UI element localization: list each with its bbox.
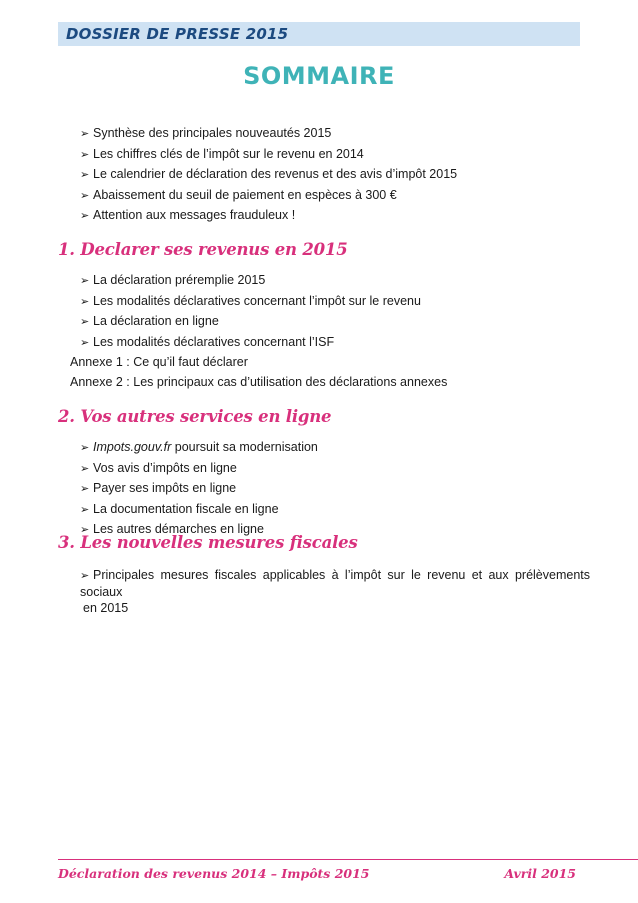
arrow-bullet-icon: ➢ [80, 316, 90, 328]
list-item: ➢ Synthèse des principales nouveautés 2015 [80, 123, 457, 144]
arrow-bullet-icon: ➢ [80, 128, 90, 140]
annex-2: Annexe 2 : Les principaux cas d’utilisation des déclarations annexes [70, 375, 448, 389]
arrow-bullet-icon: ➢ [80, 462, 90, 475]
site-name: Impots.gouv.fr [93, 440, 172, 454]
list-item: ➢ La déclaration préremplie 2015 [80, 270, 421, 291]
arrow-bullet-icon: ➢ [80, 169, 90, 181]
list-item: ➢ Les modalités déclaratives concernant l’impôt sur le revenu [80, 291, 421, 312]
header-label: DOSSIER DE PRESSE 2015 [66, 25, 289, 43]
list-item: ➢ Les autres démarches en ligne [80, 519, 318, 540]
list-item: ➢ Impots.gouv.fr poursuit sa modernisation [80, 437, 318, 458]
arrow-bullet-icon: ➢ [80, 210, 90, 222]
list-item: ➢ Attention aux messages frauduleux ! [80, 205, 457, 226]
arrow-bullet-icon: ➢ [80, 570, 90, 582]
header-band [58, 22, 580, 46]
footer-date: Avril 2015 [504, 866, 576, 881]
list-item: ➢ Principales mesures fiscales applicables à l’impôt sur le revenu et aux prélèvements sociaux en 2015 [80, 568, 590, 615]
arrow-bullet-icon: ➢ [80, 336, 90, 349]
page-title: SOMMAIRE [243, 62, 395, 90]
arrow-bullet-icon: ➢ [80, 148, 90, 161]
section1-list [80, 270, 421, 352]
arrow-bullet-icon: ➢ [80, 524, 90, 536]
arrow-bullet-icon: ➢ [80, 275, 90, 287]
list-item: ➢ Vos avis d’impôts en ligne [80, 458, 318, 479]
arrow-bullet-icon: ➢ [80, 503, 90, 516]
arrow-bullet-icon: ➢ [80, 483, 90, 495]
arrow-bullet-icon: ➢ [80, 189, 90, 202]
footer-left-text: Déclaration des revenus 2014 – Impôts 2015 [58, 866, 370, 881]
section2-list [80, 437, 318, 540]
list-item: ➢ Abaissement du seuil de paiement en espèces à 300 € [80, 185, 457, 206]
section-heading-1: 1. Declarer ses revenus en 2015 [58, 240, 348, 259]
intro-list [80, 123, 457, 226]
list-item: ➢ La documentation fiscale en ligne [80, 499, 318, 520]
arrow-bullet-icon: ➢ [80, 442, 90, 454]
list-item: ➢ Les chiffres clés de l’impôt sur le revenu en 2014 [80, 144, 457, 165]
list-item: ➢ Le calendrier de déclaration des revenus et des avis d’impôt 2015 [80, 164, 457, 185]
footer-divider [58, 859, 638, 860]
list-item: ➢ Les modalités déclaratives concernant l’ISF [80, 332, 421, 353]
annex-1: Annexe 1 : Ce qu’il faut déclarer [70, 355, 248, 369]
section-heading-2: 2. Vos autres services en ligne [58, 407, 332, 426]
arrow-bullet-icon: ➢ [80, 295, 90, 308]
list-item: ➢ La déclaration en ligne [80, 311, 421, 332]
list-item: ➢ Payer ses impôts en ligne [80, 478, 318, 499]
section-heading-3: 3. Les nouvelles mesures fiscales [58, 533, 358, 552]
